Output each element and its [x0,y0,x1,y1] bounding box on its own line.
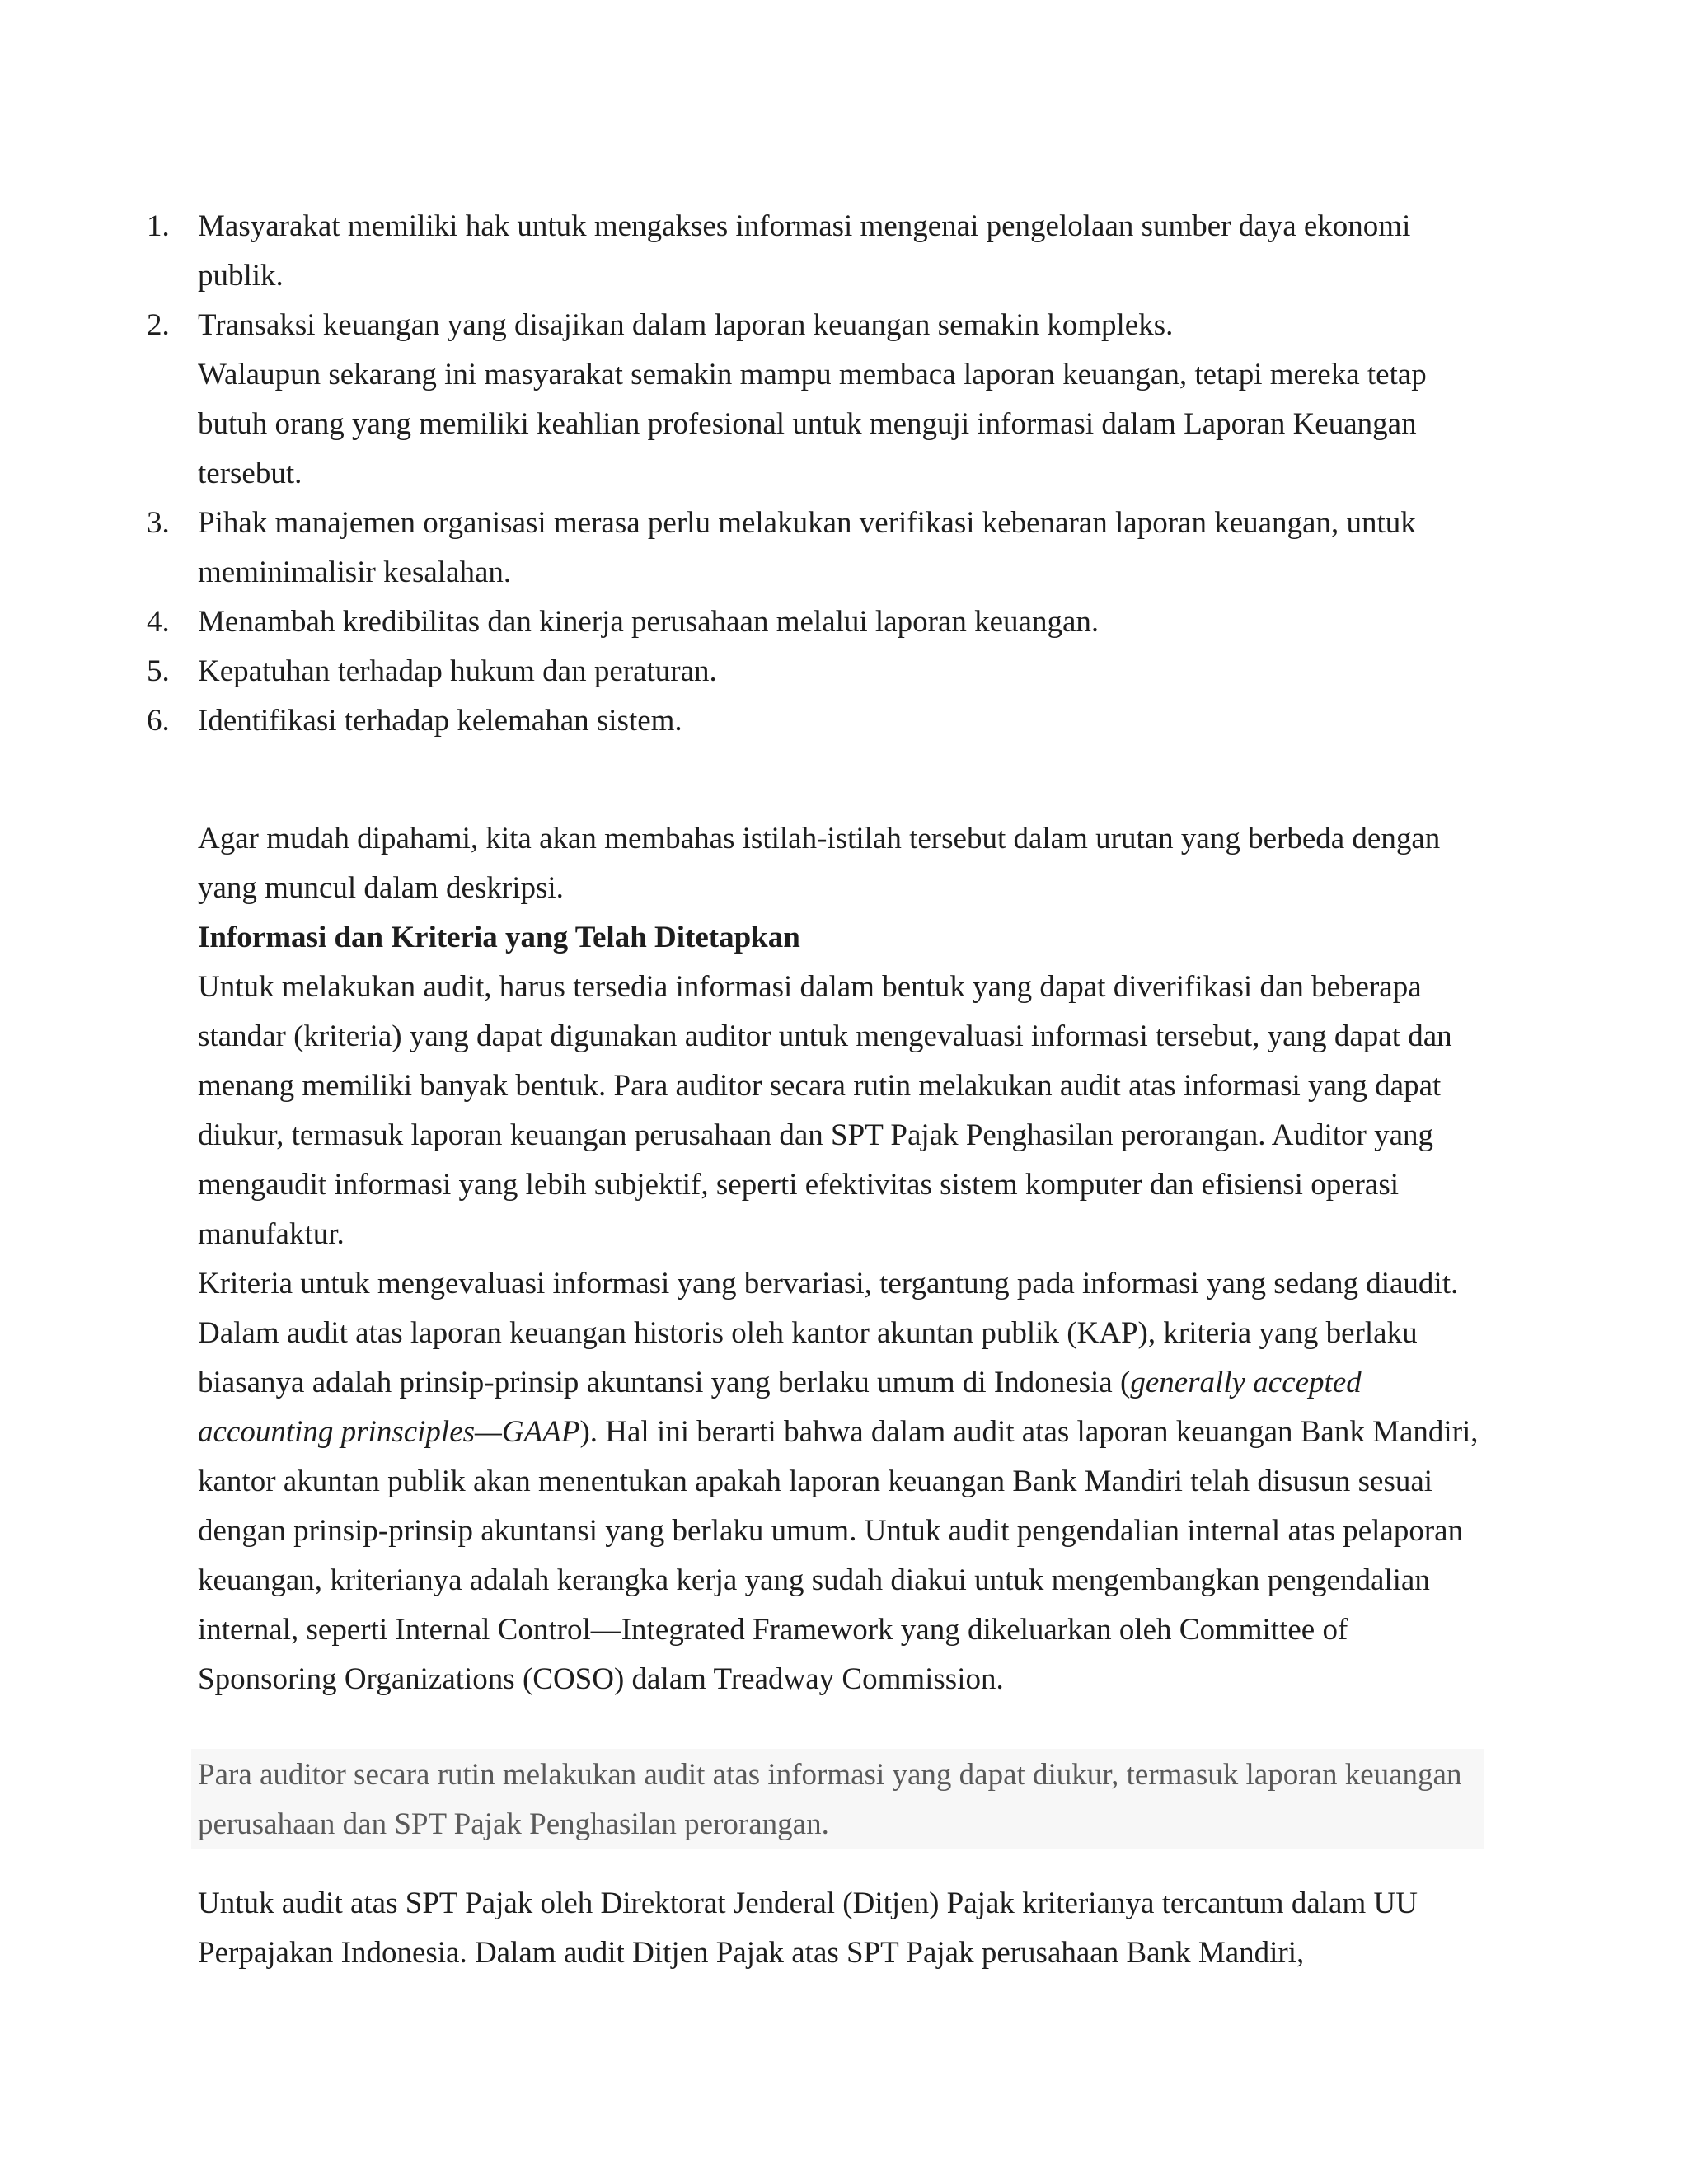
list-item-text: Pihak manajemen organisasi merasa perlu melakukan verifikasi kebenaran laporan keuangan, untuk meminimalisir kesalahan. [198,506,1416,589]
list-number: 6. [147,704,170,738]
highlight-quote-text: Para auditor secara rutin melakukan audit atas informasi yang dapat diukur, termasuk laporan keuangan perusahaan dan SPT Pajak Penghasilan perorangan. [198,1758,1462,1841]
list-number: 5. [147,654,170,688]
list-number: 4. [147,605,170,639]
highlight-quote-box [191,1749,1484,1849]
body-paragraph: Untuk melakukan audit, harus tersedia informasi dalam bentuk yang dapat diverifikasi dan beberapa standar (kriteria) yang dapat digunakan auditor untuk mengevaluasi informasi tersebut, yang dapat dan menang memiliki banyak bentuk. Para auditor secara rutin melakukan audit atas informasi yang dapat diukur, termasuk laporan keuangan perusahaan dan SPT Pajak Penghasilan perorangan. Auditor yang mengaudit informasi yang lebih subjektif, seperti efektivitas sistem komputer dan efisiensi operasi manufaktur. [198,970,1452,1251]
list-item-text: Masyarakat memiliki hak untuk mengakses informasi mengenai pengelolaan sumber daya ekonomi publik. [198,209,1411,293]
list-item [0,202,1467,301]
list-item-continuation: Walaupun sekarang ini masyarakat semakin mampu membaca laporan keuangan, tetapi mereka tetap butuh orang yang memiliki keahlian profesional untuk menguji informasi dalam Laporan Keuangan tersebut. [198,358,1427,490]
gaap-italic-term: generally accepted accounting prinsciples—GAAP [198,1366,1362,1449]
list-item [0,647,1467,696]
body-paragraph [198,1259,1484,1704]
section-heading: Informasi dan Kriteria yang Telah Ditetapkan [198,921,800,954]
body-section-continued [198,1879,1484,1978]
list-number: 3. [147,506,170,540]
body-paragraph: Untuk audit atas SPT Pajak oleh Direktorat Jenderal (Ditjen) Pajak kriterianya tercantum dalam UU Perpajakan Indonesia. Dalam audit Ditjen Pajak atas SPT Pajak perusahaan Bank Mandiri, [198,1886,1418,1970]
list-item [0,696,1467,746]
list-item [0,598,1467,647]
list-item-text: Menambah kredibilitas dan kinerja perusahaan melalui laporan keuangan. [198,605,1100,639]
list-item-text: Identifikasi terhadap kelemahan sistem. [198,704,682,738]
list-item-text: Transaksi keuangan yang disajikan dalam laporan keuangan semakin kompleks. [198,308,1174,342]
intro-paragraph: Agar mudah dipahami, kita akan membahas istilah-istilah tersebut dalam urutan yang berbeda dengan yang muncul dalam deskripsi. [198,822,1441,905]
list-item [0,499,1467,598]
paragraph-text: Kriteria untuk mengevaluasi informasi yang bervariasi, tergantung pada informasi yang sedang diaudit. Dalam audit atas laporan keuangan historis oleh kantor akuntan publik (KAP), kriteria yang berlaku biasanya adalah prinsip-prinsip akuntansi yang berlaku umum di Indonesia ( [198,1267,1459,1399]
paragraph-text: ). Hal ini berarti bahwa dalam audit atas laporan keuangan Bank Mandiri, kantor akuntan publik akan menentukan apakah laporan keuangan Bank Mandiri telah disusun sesuai dengan prinsip-prinsip akuntansi yang berlaku umum. Untuk audit pengendalian internal atas pelaporan keuangan, kriterianya adalah kerangka kerja yang sudah diakui untuk mengembangkan pengendalian internal, seperti Internal Control—Integrated Framework yang dikeluarkan oleh Committee of Sponsoring Organizations (COSO) dalam Treadway Commission. [198,1415,1479,1696]
numbered-list [0,202,1688,746]
list-item-text: Kepatuhan terhadap hukum dan peraturan. [198,654,717,688]
body-section [198,814,1484,1704]
list-item [0,301,1467,499]
list-number: 1. [147,209,170,243]
list-number: 2. [147,308,170,342]
